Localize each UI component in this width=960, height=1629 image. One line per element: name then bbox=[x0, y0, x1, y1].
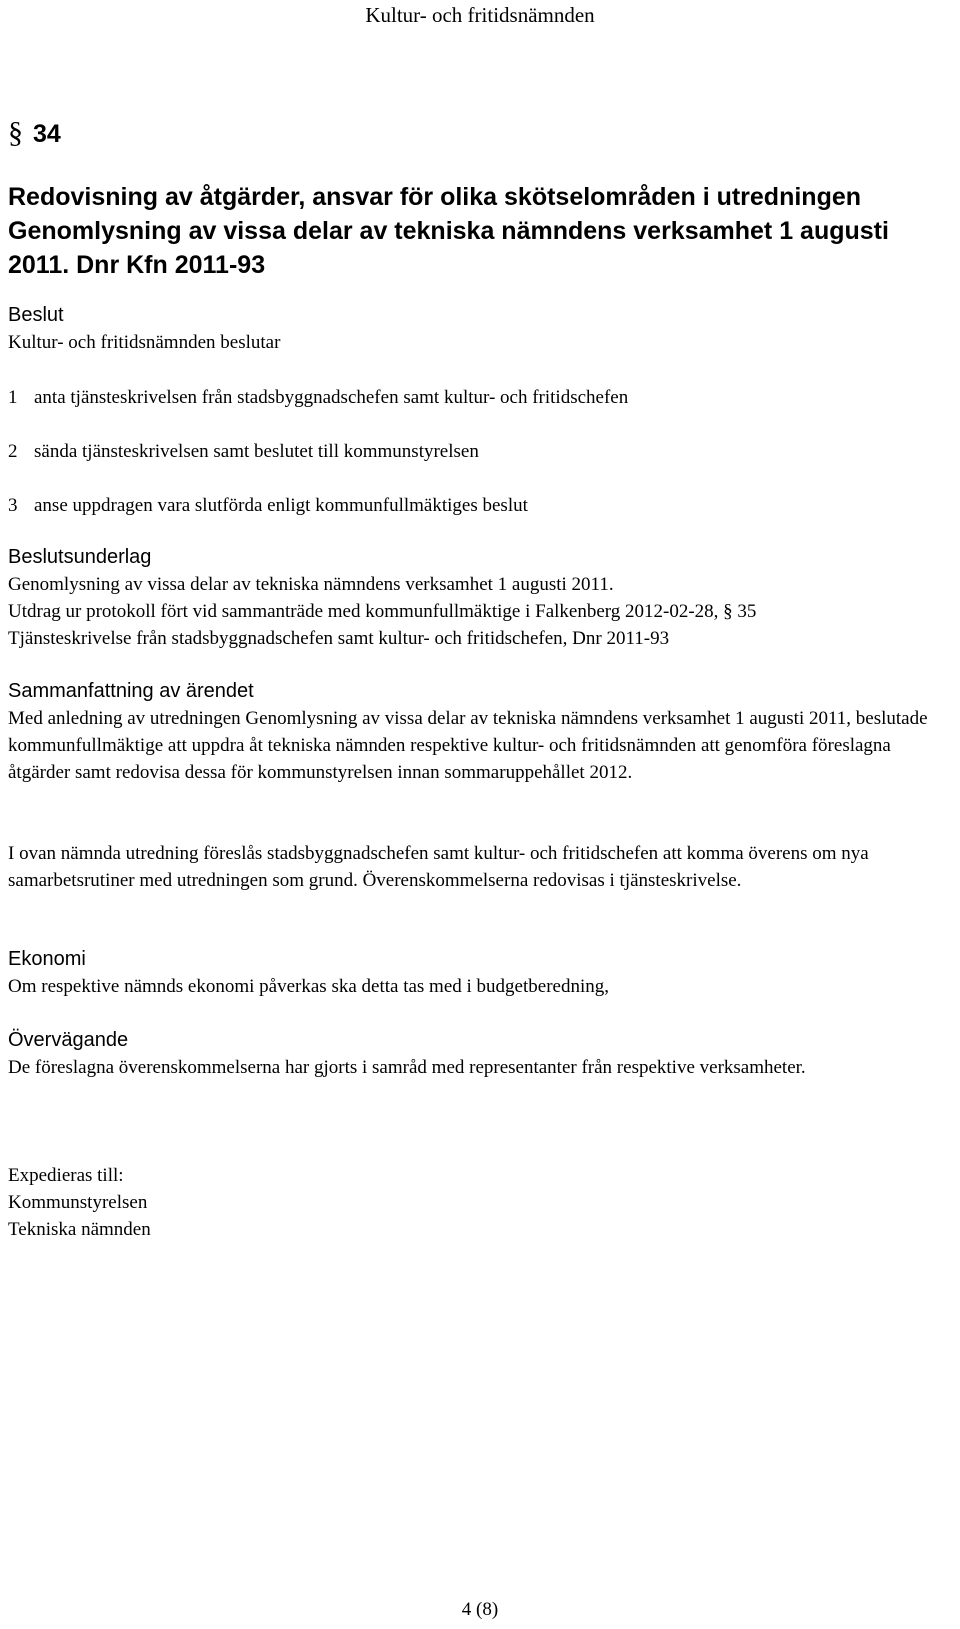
decision-item-text: sända tjänsteskrivelsen samt beslutet till kommunstyrelsen bbox=[34, 441, 479, 462]
recipient-2: Tekniska nämnden bbox=[8, 1219, 151, 1240]
overvagande-text: De föreslagna överenskommelserna har gjorts i samråd med representanter från respektive verksamheter. bbox=[8, 1057, 806, 1078]
paragraph-number-value: 34 bbox=[33, 120, 61, 148]
beslut-heading: Beslut bbox=[8, 304, 64, 326]
decision-item-text: anse uppdragen vara slutförda enligt kommunfullmäktiges beslut bbox=[34, 495, 528, 516]
decision-item-1 bbox=[8, 384, 948, 411]
overvagande-heading: Övervägande bbox=[8, 1029, 129, 1051]
document-header: Kultur- och fritidsnämnden bbox=[365, 3, 595, 27]
page-number: 4 (8) bbox=[461, 1599, 499, 1620]
decision-item-3 bbox=[8, 492, 948, 519]
agenda-title: Redovisning av åtgärder, ansvar för olika skötselområden i utredningen Genomlysning av vissa delar av tekniska nämndens verksamhet 1 augusti 2011. Dnr Kfn 2011-93 bbox=[8, 183, 889, 279]
decision-item-number: 3 bbox=[8, 495, 18, 516]
sammanfattning-paragraph-2: I ovan nämnda utredning föreslås stadsbyggnadschefen samt kultur- och fritidschefen att komma överens om nya samarbetsrutiner med utredningen som grund. Överenskommelserna redovisas i tjänsteskrivelse. bbox=[8, 843, 869, 891]
beslutsunderlag-heading: Beslutsunderlag bbox=[8, 546, 152, 568]
expedieras-label: Expedieras till: bbox=[8, 1165, 124, 1186]
decision-item-text: anta tjänsteskrivelsen från stadsbyggnadschefen samt kultur- och fritidschefen bbox=[34, 387, 629, 408]
sammanfattning-paragraph-1: Med anledning av utredningen Genomlysning av vissa delar av tekniska nämndens verksamhet 1 augusti 2011, beslutade kommunfullmäktige att uppdra åt tekniska nämnden respektive kultur- och fritidsnämnden att genomföra föreslagna åtgärder samt redovisa dessa för kommunstyrelsen innan sommaruppehållet 2012. bbox=[8, 708, 928, 783]
paragraph-number bbox=[8, 118, 61, 149]
ekonomi-text: Om respektive nämnds ekonomi påverkas ska detta tas med i budgetberedning, bbox=[8, 976, 609, 997]
underlag-line-3: Tjänsteskrivelse från stadsbyggnadschefen samt kultur- och fritidschefen, Dnr 2011-93 bbox=[8, 628, 670, 649]
section-symbol: § bbox=[8, 116, 23, 149]
recipient-1: Kommunstyrelsen bbox=[8, 1192, 148, 1213]
ekonomi-heading: Ekonomi bbox=[8, 948, 86, 970]
underlag-line-2: Utdrag ur protokoll fört vid sammanträde med kommunfullmäktige i Falkenberg 2012-02-28, § 35 bbox=[8, 601, 757, 622]
decision-item-number: 1 bbox=[8, 387, 18, 408]
sammanfattning-heading: Sammanfattning av ärendet bbox=[8, 680, 254, 702]
beslut-intro: Kultur- och fritidsnämnden beslutar bbox=[8, 332, 281, 353]
decision-item-2 bbox=[8, 438, 948, 465]
underlag-line-1: Genomlysning av vissa delar av tekniska nämndens verksamhet 1 augusti 2011. bbox=[8, 574, 614, 595]
decision-item-number: 2 bbox=[8, 441, 18, 462]
